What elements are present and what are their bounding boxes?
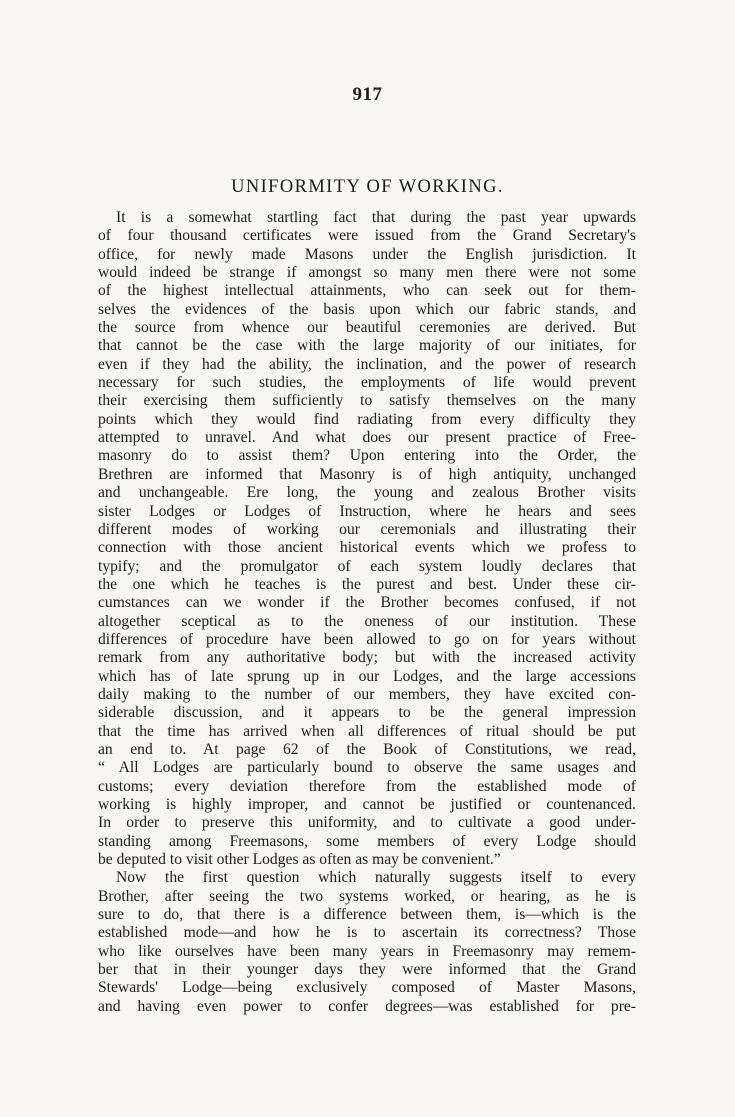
text-line: which has of late sprung up in our Lodges, and the large accessions (98, 667, 636, 685)
text-line: Now the first question which naturally suggests itself to every (116, 869, 636, 887)
text-line: an end to. At page 62 of the Book of Constitutions, we read, (98, 740, 636, 758)
text-line: working is highly improper, and cannot be justified or countenanced. (98, 796, 636, 813)
text-line: the source from whence our beautiful ceremonies are derived. But (98, 319, 636, 337)
text-line: Brother, after seeing the two systems worked, or hearing, as he is (98, 887, 636, 905)
text-line: connection with those ancient historical events which we profess to (98, 539, 636, 557)
text-line: altogether sceptical as to the oneness of our institution. These (98, 612, 636, 630)
paragraph-2 (98, 869, 636, 1016)
text-line: It is a somewhat startling fact that during the past year upwards (116, 209, 636, 226)
text-line: different modes of working our ceremonials and illustrating their (98, 520, 636, 538)
text-line: be deputed to visit other Lodges as often as may be convenient.” (98, 851, 501, 869)
text-line: of the highest intellectual attainments, who can seek out for them- (98, 282, 636, 300)
text-line: remark from any authoritative body; but with the increased activity (98, 649, 636, 667)
text-line: who like ourselves have been many years in Freemasonry may remem- (98, 942, 636, 960)
text-line: “ All Lodges are particularly bound to observe the same usages and (98, 759, 636, 777)
text-line: masonry do to assist them? Upon entering into the Order, the (98, 447, 636, 465)
text-line: that the time has arrived when all differences of ritual should be put (98, 722, 636, 740)
text-line: Stewards' Lodge—being exclusively composed of Master Masons, (98, 979, 636, 997)
paragraph-1 (98, 209, 636, 869)
text-line: customs; every deviation therefore from the established mode of (98, 777, 636, 795)
text-line: In order to preserve this uniformity, and to cultivate a good under- (98, 814, 636, 832)
text-line: sure to do, that there is a difference between them, is—which is the (98, 906, 636, 924)
text-line: office, for newly made Masons under the English jurisdiction. It (98, 245, 636, 263)
text-line: established mode—and how he is to ascertain its correctness? Those (98, 924, 636, 942)
text-line: would indeed be strange if amongst so many men there were not some (98, 264, 636, 282)
text-line: even if they had the ability, the inclination, and the power of research (98, 355, 636, 373)
text-line: differences of procedure have been allowed to go on for years without (98, 630, 636, 648)
article-title: UNIFORMITY OF WORKING. (231, 177, 504, 197)
page-number: 917 (352, 84, 383, 105)
text-line: points which they would find radiating from every difficulty they (98, 410, 636, 428)
text-line: standing among Freemasons, some members of every Lodge should (98, 832, 636, 850)
text-line: cumstances can we wonder if the Brother becomes confused, if not (98, 594, 636, 612)
text-line: sister Lodges or Lodges of Instruction, where he hears and sees (98, 502, 636, 520)
text-line: attempted to unravel. And what does our present practice of Free- (98, 429, 636, 447)
article-body (98, 209, 636, 1016)
text-line: that cannot be the case with the large majority of our initiates, for (98, 337, 636, 355)
text-line: typify; and the promulgator of each system loudly declares that (98, 557, 636, 575)
text-line: of four thousand certificates were issued from the Grand Secretary's (98, 227, 636, 245)
text-line: and having even power to confer degrees—was established for pre- (98, 997, 636, 1015)
text-line: their exercising them sufficiently to satisfy themselves on the many (98, 392, 636, 410)
text-line: Brethren are informed that Masonry is of high antiquity, unchanged (98, 465, 636, 483)
text-line: and unchangeable. Ere long, the young and zealous Brother visits (98, 484, 636, 502)
text-line: the one which he teaches is the purest and best. Under these cir- (98, 575, 636, 593)
text-line: necessary for such studies, the employments of life would prevent (98, 374, 636, 392)
text-line: siderable discussion, and it appears to be the general impression (98, 704, 636, 722)
text-line: daily making to the number of our members, they have excited con- (98, 685, 636, 703)
text-line: ber that in their younger days they were informed that the Grand (98, 961, 636, 979)
text-line: selves the evidences of the basis upon which our fabric stands, and (98, 300, 636, 318)
